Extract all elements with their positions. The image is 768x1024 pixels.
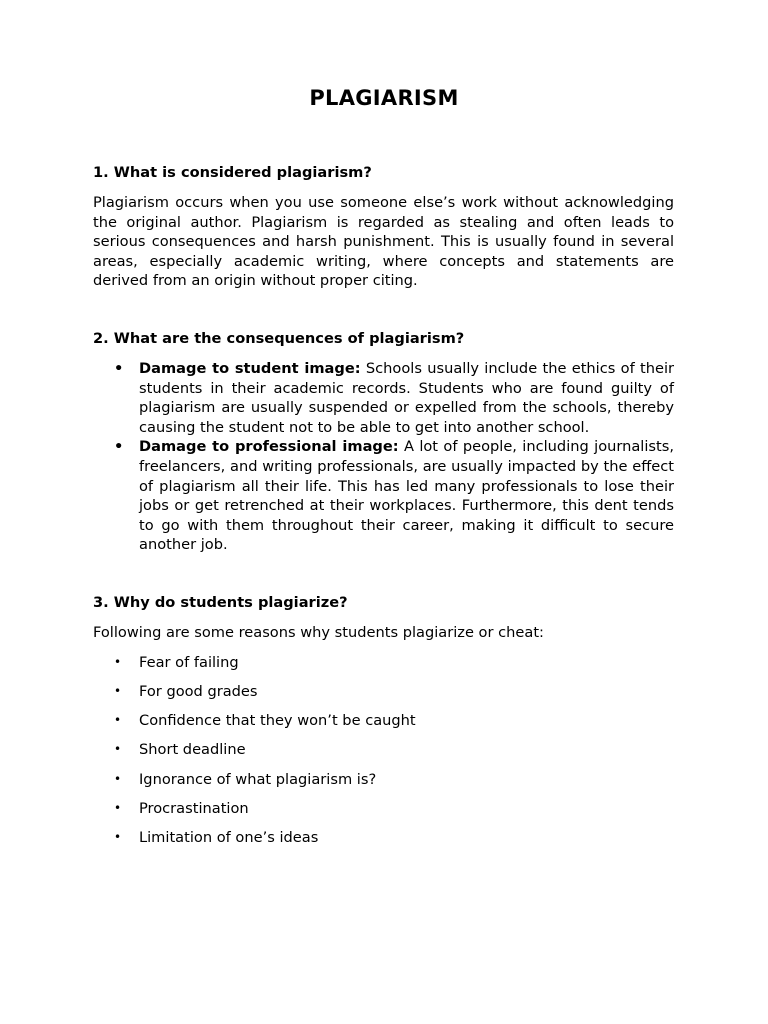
- list-item: [93, 828, 674, 848]
- section-paragraph: Plagiarism occurs when you use someone else’s work without acknowledging the original author. Plagiarism is regarded as stealing and often leads to serious consequences and harsh punishment. This is usually found in several areas, especially academic writing, where concepts and statements are derived from an origin without proper citing.: [93, 194, 674, 290]
- list-item-text: Confidence that they won’t be caught: [139, 712, 416, 730]
- bullet-icon: •: [114, 683, 122, 698]
- list-item: [93, 711, 674, 731]
- list-item-text: A lot of people, including journalists, freelancers, and writing professionals, are usually impacted by the effect of plagiarism all their life. This has led many professionals to lose their jobs or get retrenched at their workplaces. Furthermore, this dent tends to go with them throughout their career, making it difficult to secure another job.: [139, 438, 674, 554]
- bullet-icon: •: [114, 654, 122, 669]
- section-consequences: [93, 329, 674, 555]
- bullet-icon: •: [114, 800, 122, 815]
- list-item-label: Damage to student image:: [139, 359, 361, 377]
- bullet-icon: •: [114, 438, 124, 456]
- reasons-list: [93, 653, 674, 848]
- section-heading: 1. What is considered plagiarism?: [93, 164, 372, 181]
- list-item: [93, 799, 674, 819]
- bullet-icon: •: [114, 713, 122, 728]
- section-intro: Following are some reasons why students plagiarize or cheat:: [93, 623, 544, 641]
- list-item-text: Schools usually include the ethics of their students in their academic records. Students who are found guilty of plagiarism are usually suspended or expelled from the schools, thereby causing the student not to be able to get into another school.: [139, 359, 675, 436]
- list-item: [93, 653, 674, 673]
- list-item-text: Fear of failing: [139, 653, 239, 671]
- list-item-text: Ignorance of what plagiarism is?: [139, 770, 377, 788]
- section-why-students-plagiarize: [93, 593, 674, 848]
- list-item-text: For good grades: [139, 682, 258, 700]
- section-what-is-plagiarism: [93, 163, 674, 291]
- list-item-text: Short deadline: [139, 741, 246, 759]
- page-title: PLAGIARISM: [309, 86, 459, 110]
- list-item-text: Procrastination: [139, 799, 249, 817]
- consequences-list: [93, 359, 674, 555]
- bullet-icon: •: [114, 742, 122, 757]
- list-item: [93, 682, 674, 702]
- list-item: [93, 770, 674, 790]
- section-heading: 3. Why do students plagiarize?: [93, 593, 348, 611]
- section-heading: 2. What are the consequences of plagiarism?: [93, 329, 465, 347]
- bullet-icon: •: [114, 359, 124, 377]
- bullet-icon: •: [114, 830, 122, 845]
- list-item-label: Damage to professional image:: [139, 438, 399, 456]
- list-item: [93, 437, 674, 555]
- list-item-text: Limitation of one’s ideas: [139, 829, 319, 847]
- bullet-icon: •: [114, 771, 122, 786]
- list-item: [93, 359, 674, 437]
- list-item: [93, 740, 674, 760]
- document-body: [93, 163, 674, 857]
